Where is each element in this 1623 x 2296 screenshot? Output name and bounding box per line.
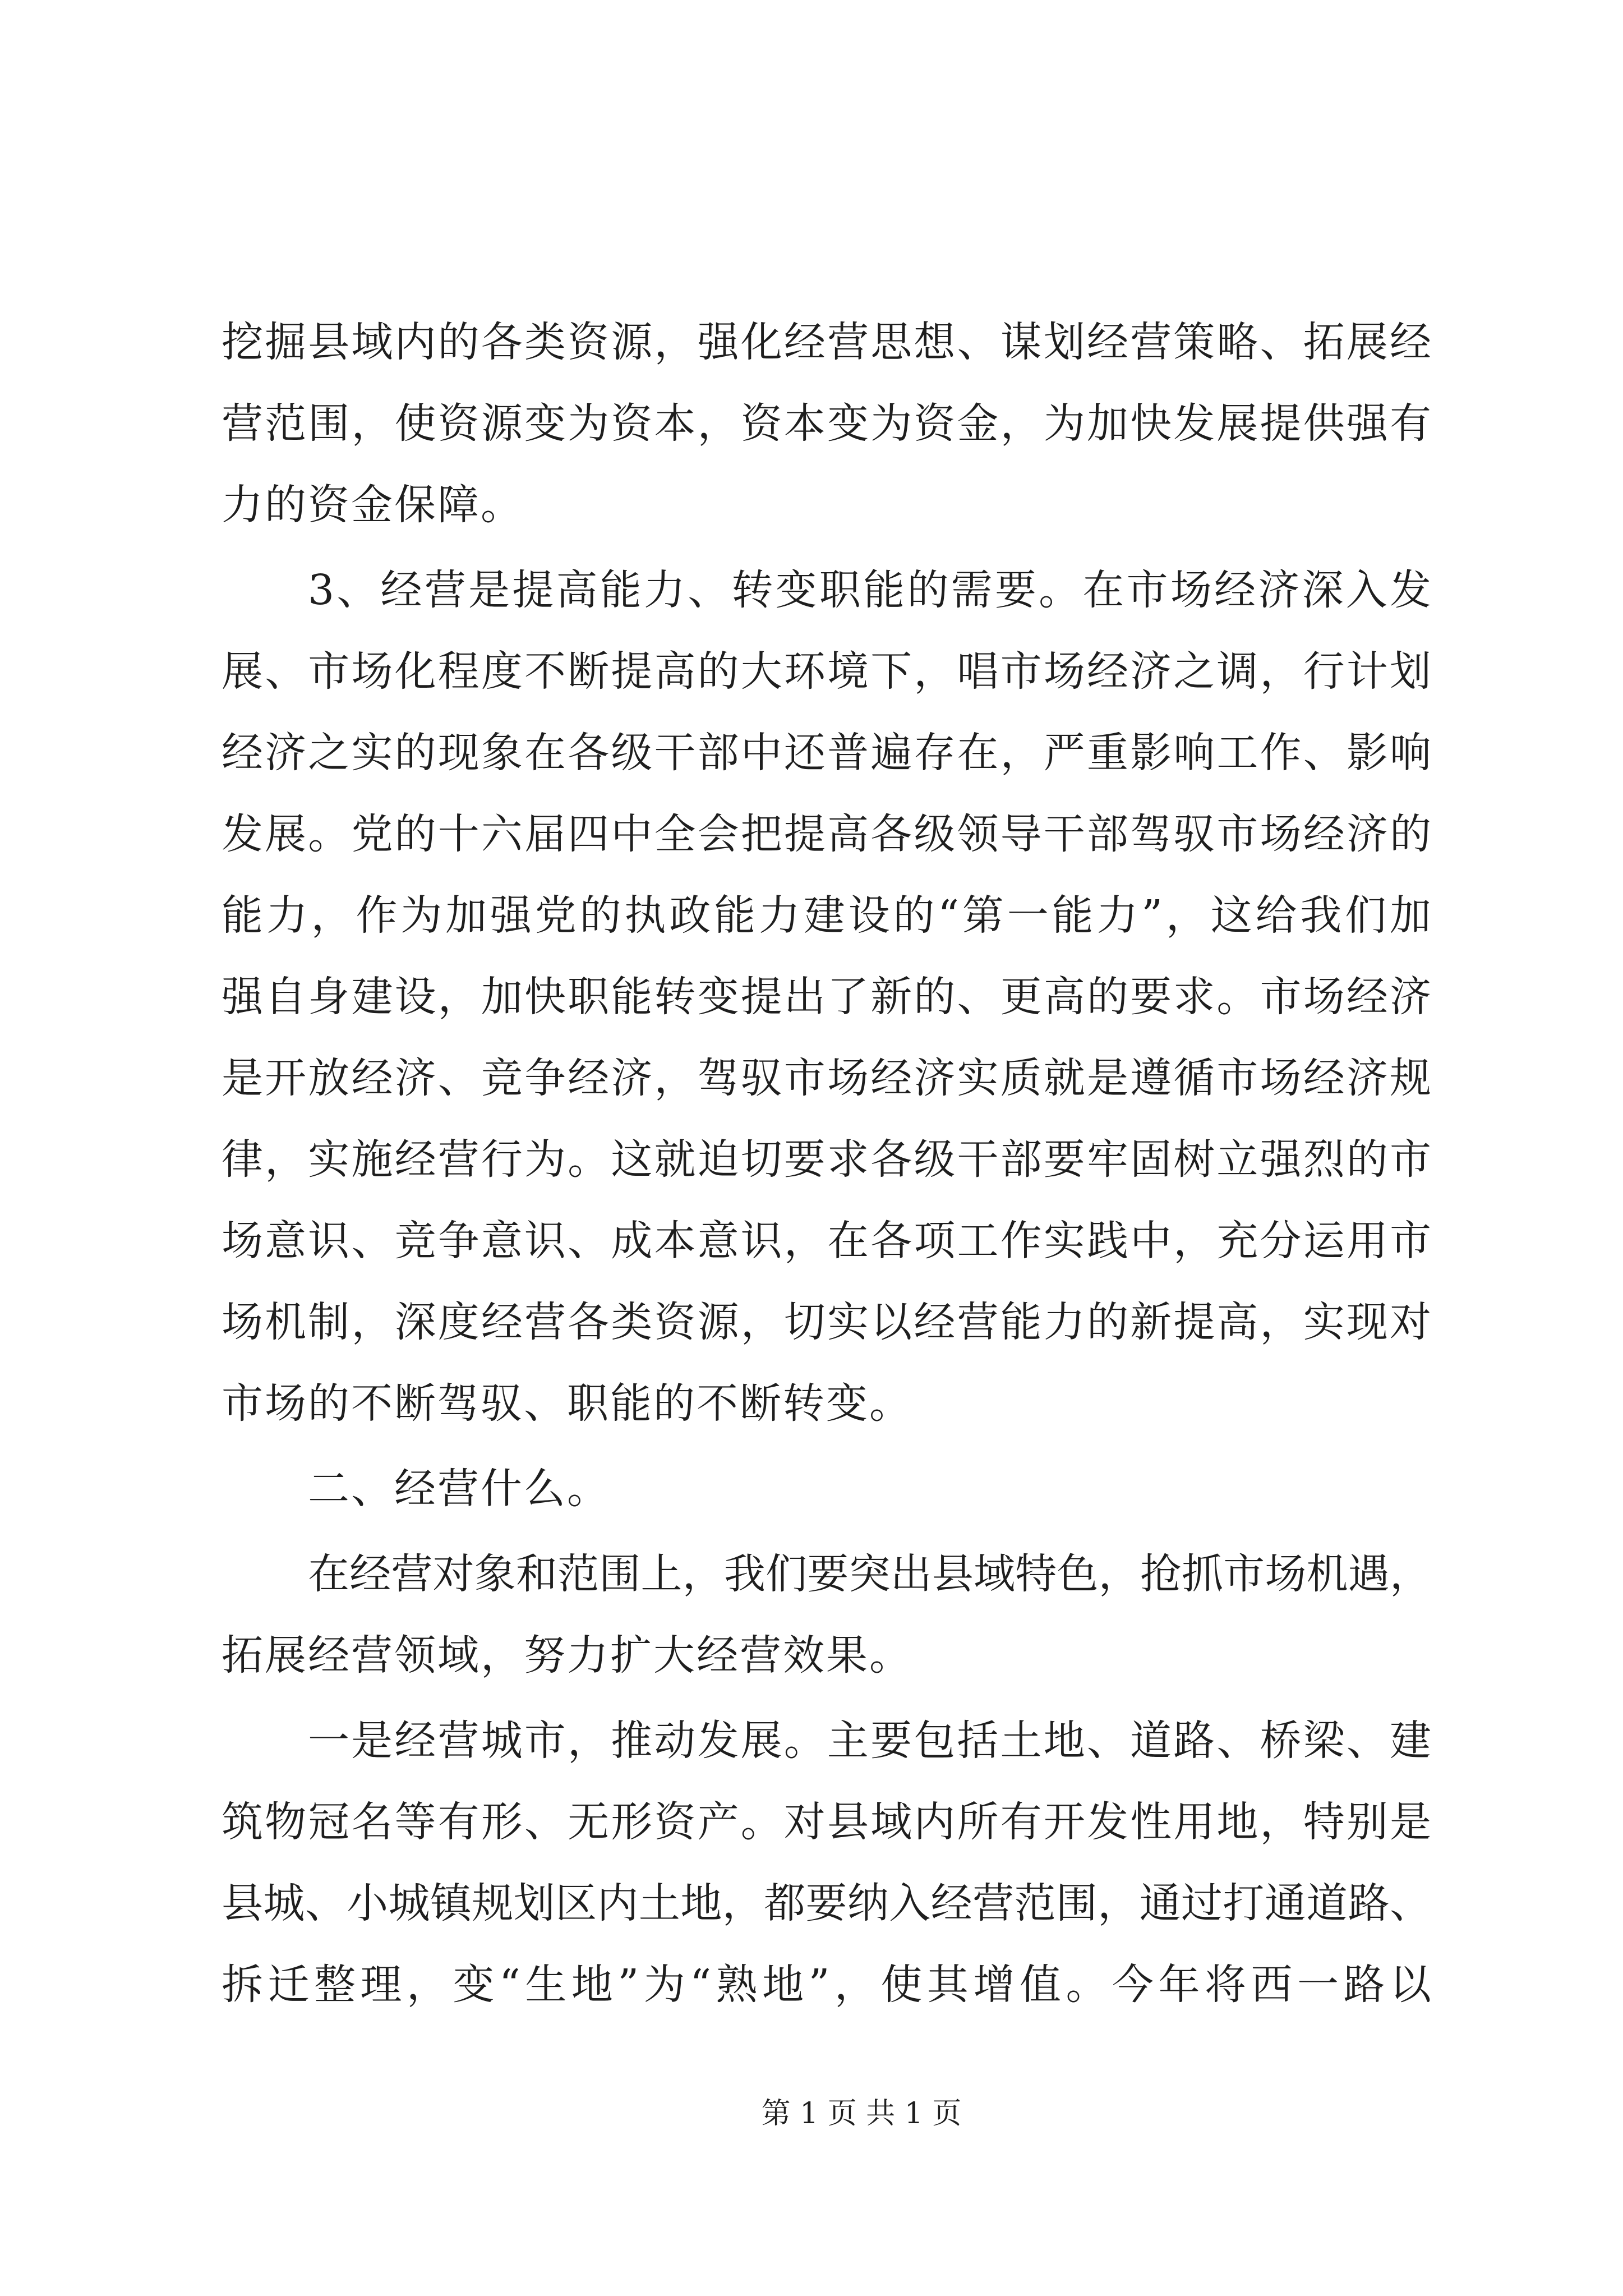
paragraph-continued: [222, 302, 1431, 546]
text-line: 律，实施经营行为。这就迫切要求各级干部要牢固树立强烈的市: [222, 1135, 1431, 1184]
text-line: 县城、小城镇规划区内土地，都要纳入经营范围，通过打通道路、: [222, 1879, 1431, 1927]
text-line: 市场的不断驾驭、职能的不断转变。: [222, 1379, 912, 1428]
text-line: 3、经营是提高能力、转变职能的需要。在市场经济深入发: [308, 566, 1431, 614]
text-line: 拆迁整理，变“生地”为“熟地”，使其增值。今年将西一路以: [222, 1961, 1431, 2009]
text-line: 拓展经营领域，努力扩大经营效果。: [222, 1631, 912, 1680]
body-text: [222, 302, 1431, 2026]
text-line: 一是经营城市，推动发展。主要包括土地、道路、桥梁、建: [308, 1717, 1431, 1765]
paragraph-item-3: [222, 550, 1431, 1444]
paragraph-intro: [222, 1534, 1431, 1696]
page-footer: 第 1 页 共 1 页: [761, 2097, 962, 2131]
text-line: 发展。党的十六届四中全会把提高各级领导干部驾驭市场经济的: [222, 810, 1431, 858]
text-line: 挖掘县域内的各类资源，强化经营思想、谋划经营策略、拓展经: [222, 318, 1431, 366]
text-line: 在经营对象和范围上，我们要突出县域特色，抢抓市场机遇，: [308, 1550, 1431, 1598]
text-line: 强自身建设，加快职能转变提出了新的、更高的要求。市场经济: [222, 973, 1431, 1021]
text-line: 力的资金保障。: [222, 481, 524, 529]
paragraph-city: [222, 1700, 1431, 2026]
heading-line: 二、经营什么。: [308, 1465, 610, 1513]
text-line: 场机制，深度经营各类资源，切实以经营能力的新提高，实现对: [222, 1298, 1431, 1346]
text-line: 场意识、竞争意识、成本意识，在各项工作实践中，充分运用市: [222, 1217, 1431, 1265]
text-line: 是开放经济、竞争经济，驾驭市场经济实质就是遵循市场经济规: [222, 1054, 1431, 1102]
text-line: 筑物冠名等有形、无形资产。对县域内所有开发性用地，特别是: [222, 1798, 1431, 1846]
text-line: 营范围，使资源变为资本，资本变为资金，为加快发展提供强有: [222, 399, 1431, 448]
text-line: 经济之实的现象在各级干部中还普遍存在，严重影响工作、影响: [222, 729, 1431, 777]
text-line: 能力，作为加强党的执政能力建设的“第一能力”，这给我们加: [222, 891, 1431, 940]
text-line: 展、市场化程度不断提高的大环境下，唱市场经济之调，行计划: [222, 647, 1431, 696]
section-heading: [222, 1448, 1431, 1530]
